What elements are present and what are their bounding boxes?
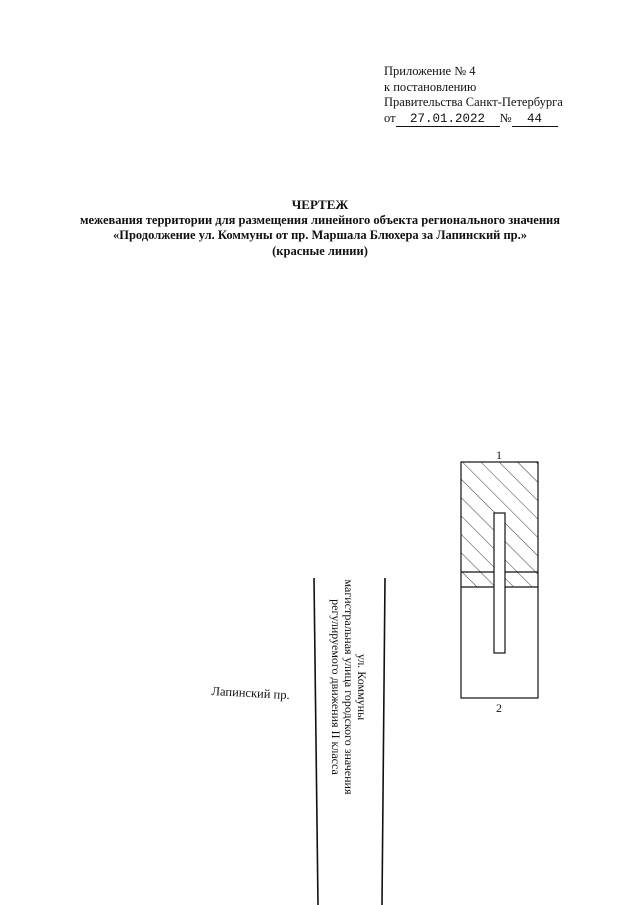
resolution-date: 27.01.2022 bbox=[396, 113, 500, 127]
title-line-2: «Продолжение ул. Коммуны от пр. Маршала Блюхера за Лапинский пр.» bbox=[112, 228, 528, 242]
title-line-3: (красные линии) bbox=[272, 243, 368, 258]
cross-street-label: Лапинский пр. bbox=[211, 684, 291, 703]
street-class-line-1: магистральная улица городского значения bbox=[342, 579, 356, 795]
legend-symbol bbox=[461, 462, 538, 698]
number-sign: № bbox=[499, 110, 512, 125]
street-label bbox=[318, 562, 368, 812]
appendix-to-resolution: к постановлению bbox=[384, 79, 477, 94]
legend-inner-strip bbox=[494, 513, 505, 653]
legend-number-top: 1 bbox=[496, 448, 502, 462]
street-name: ул. Коммуны bbox=[355, 653, 369, 721]
date-prefix: от bbox=[384, 110, 396, 125]
street-class-line-2: регулируемого движения II класса bbox=[329, 599, 343, 775]
resolution-number: 44 bbox=[512, 113, 558, 127]
appendix-government: Правительства Санкт-Петербурга bbox=[384, 95, 563, 109]
appendix-title: Приложение № 4 bbox=[384, 64, 476, 78]
title-line-1: межевания территории для размещения линейного объекта регионального значения bbox=[79, 212, 561, 227]
legend-number-bottom: 2 bbox=[496, 701, 502, 715]
red-line-east bbox=[382, 578, 385, 905]
title-heading: ЧЕРТЕЖ bbox=[291, 197, 349, 212]
